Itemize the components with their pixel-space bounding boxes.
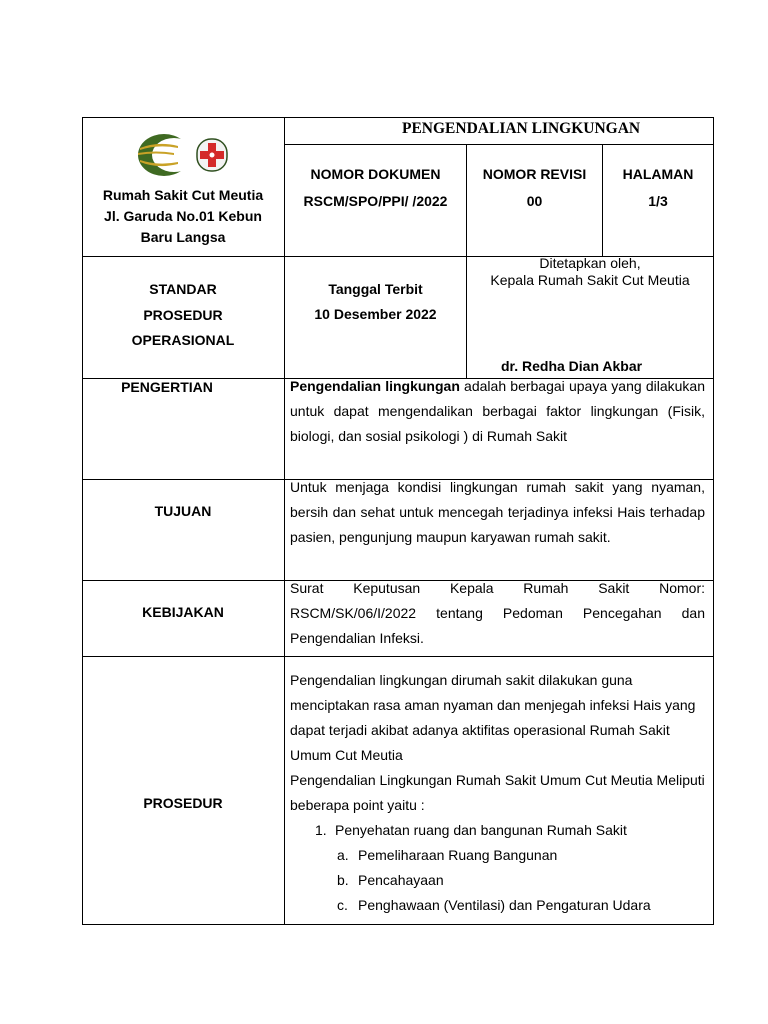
sub-item-b-text: Pencahayaan <box>358 872 444 888</box>
signatory-name: dr. Redha Dian Akbar <box>501 358 643 374</box>
tanggal-terbit-label: Tanggal Terbit <box>328 281 423 297</box>
list-item-1 <box>290 818 710 843</box>
ditetapkan-oleh <box>467 255 713 289</box>
sub-item-b <box>290 868 710 893</box>
address-line-2: Baru Langsa <box>140 229 226 245</box>
address-line-1: Jl. Garuda No.01 Kebun <box>104 208 262 224</box>
sub-item-a-marker: a. <box>337 847 349 863</box>
prosedur-label: PROSEDUR <box>143 795 223 811</box>
pengertian-term: Pengendalian lingkungan <box>290 378 460 394</box>
sop-label-line-2: PROSEDUR <box>143 306 223 323</box>
sub-item-c <box>290 893 710 918</box>
nomor-revisi-label: NOMOR REVISI <box>482 166 587 182</box>
list-item-1-text: Penyehatan ruang dan bangunan Rumah Sakit <box>335 822 627 838</box>
halaman-value: 1/3 <box>648 193 668 209</box>
sop-label <box>82 277 284 354</box>
sub-item-a-text: Pemeliharaan Ruang Bangunan <box>358 847 558 863</box>
sop-table <box>82 117 714 925</box>
prosedur-content <box>290 668 710 918</box>
pengertian-text <box>290 374 705 449</box>
list-item-1-marker: 1. <box>315 822 327 838</box>
sub-item-c-text: Penghawaan (Ventilasi) dan Pengaturan Udara <box>358 897 651 913</box>
kebijakan-text: Surat Keputusan Kepala Rumah Sakit Nomor: RSCM/SK/06/I/2022 tentang Pedoman Pencegahan dan Pengendalian Infeksi. <box>290 580 705 646</box>
hospital-logo <box>134 133 234 177</box>
tujuan-label: TUJUAN <box>154 503 212 519</box>
ditetapkan-line-1: Ditetapkan oleh, <box>539 255 641 271</box>
ditetapkan-line-2: Kepala Rumah Sakit Cut Meutia <box>490 272 690 288</box>
sub-item-a <box>290 843 710 868</box>
prosedur-paragraph-1: Pengendalian lingkungan dirumah sakit dilakukan guna menciptakan rasa aman nyaman dan menjegah infeksi Hais yang dapat terjadi akibat adanya aktifitas operasional Rumah Sakit Umum Cut Meutia <box>290 672 696 763</box>
tanggal-terbit-value: 10 Desember 2022 <box>314 306 437 322</box>
nomor-revisi-value: 00 <box>526 193 543 209</box>
sop-label-line-1: STANDAR <box>149 281 217 297</box>
tujuan-text: Untuk menjaga kondisi lingkungan rumah sakit yang nyaman, bersih dan sehat untuk mencegah terjadinya infeksi Hais terhadap pasien, pengunjung maupun karyawan rumah sakit. <box>290 479 705 545</box>
kebijakan-label: KEBIJAKAN <box>142 604 224 620</box>
sub-item-b-marker: b. <box>337 872 349 888</box>
column-divider <box>284 117 285 925</box>
prosedur-paragraph-2: Pengendalian Lingkungan Rumah Sakit Umum Cut Meutia Meliputi beberapa point yaitu : <box>290 772 705 813</box>
sub-item-c-marker: c. <box>337 897 348 913</box>
hospital-info <box>82 185 284 248</box>
hospital-logo-icon <box>134 133 234 177</box>
title-divider <box>284 144 714 145</box>
tanggal-terbit <box>285 277 466 327</box>
nomor-dokumen-label: NOMOR DOKUMEN <box>310 166 441 182</box>
nomor-dokumen-value: RSCM/SPO/PPI/ /2022 <box>303 193 448 209</box>
hospital-name: Rumah Sakit Cut Meutia <box>102 187 264 203</box>
sop-label-line-3: OPERASIONAL <box>131 332 235 348</box>
pengertian-definition: adalah berbagai upaya yang dilakukan untuk dapat mengendalikan berbagai faktor lingkungan (Fisik, biologi, dan sosial psikologi ) di Rumah Sakit <box>290 378 705 444</box>
halaman-label: HALAMAN <box>622 166 694 182</box>
kebijakan-divider <box>82 656 714 657</box>
table-border-top <box>82 117 714 118</box>
table-border-bottom <box>82 924 714 925</box>
table-border-right <box>713 117 714 925</box>
document-title: PENGENDALIAN LINGKUNGAN <box>402 120 641 137</box>
pengertian-label: PENGERTIAN <box>121 379 213 395</box>
sop-document <box>82 117 714 925</box>
